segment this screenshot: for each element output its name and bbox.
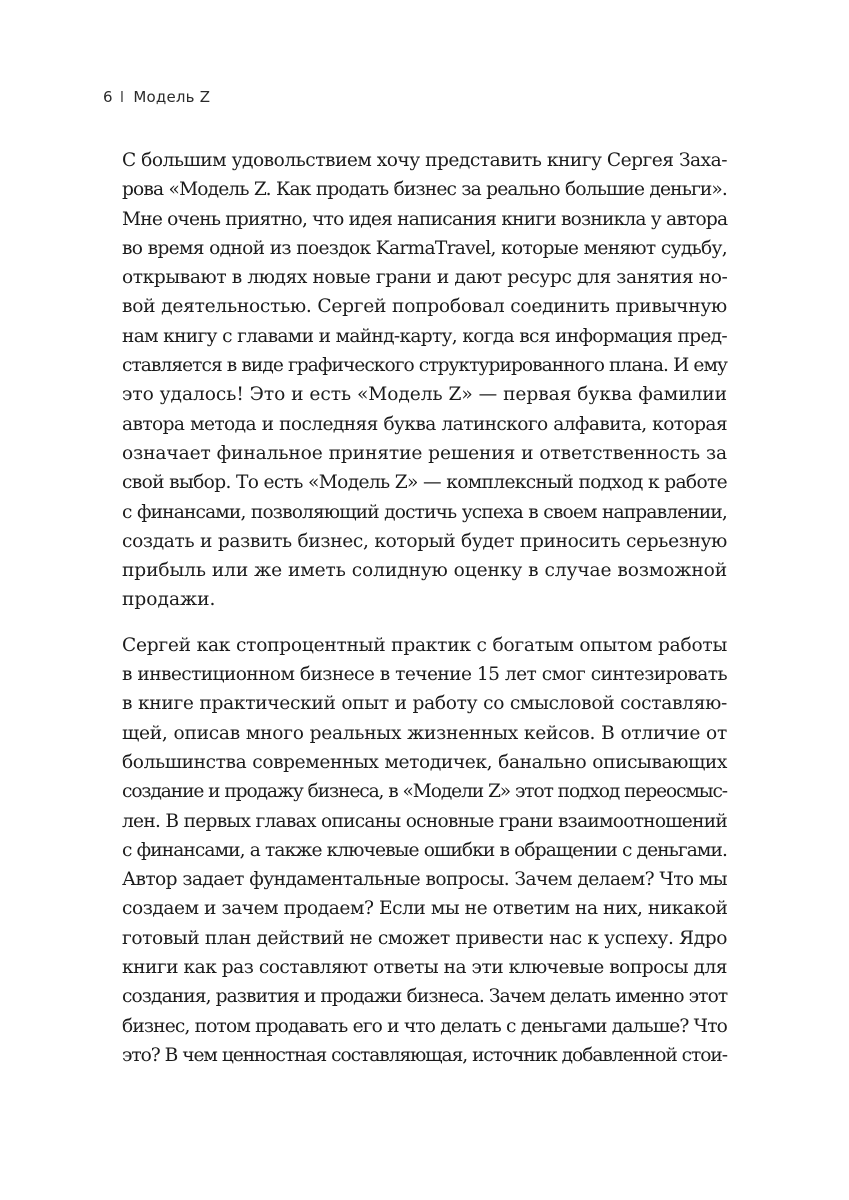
text-line: лен. В первых главах описаны основные грани взаимоотношений — [122, 810, 727, 832]
text-line: рова «Модель Z. Как продать бизнес за реально большие деньги». — [122, 179, 727, 201]
text-line: продажи. — [122, 589, 216, 611]
text-line: в инвестиционном бизнесе в течение 15 лет смог синтезировать — [122, 664, 727, 686]
text-line: нам книгу с главами и майнд-карту, когда вся информация пред- — [122, 325, 727, 347]
header-separator: I — [119, 88, 125, 106]
text-line: это удалось! Это и есть «Модель Z» — первая буква фамилии — [122, 384, 727, 406]
text-line: ставляется в виде графического структурированного плана. И ему — [122, 355, 727, 377]
text-line: создание и продажу бизнеса, в «Модели Z» этот подход переосмыс- — [122, 781, 727, 803]
paragraph-2 — [122, 631, 727, 1070]
text-line: Мне очень приятно, что идея написания книги возникла у автора — [122, 208, 728, 230]
text-line: создаем и зачем продаем? Если мы не ответим на них, никакой — [122, 898, 728, 920]
text-line: с финансами, а также ключевые ошибки в обращении с деньгами. — [122, 839, 727, 861]
text-line: во время одной из поездок KarmaTravel, которые меняют судьбу, — [122, 237, 727, 259]
text-line: это? В чем ценностная составляющая, источник добавленной стои- — [122, 1044, 727, 1066]
text-line: прибыль или же иметь солидную оценку в случае возможной — [122, 560, 727, 582]
text-line: открывают в людях новые грани и дают ресурс для занятия но- — [122, 267, 728, 289]
text-line: Сергей как стопроцентный практик с богатым опытом работы — [122, 634, 727, 656]
text-line: С большим удовольствием хочу представить книгу Сергея Заха- — [122, 150, 727, 171]
text-line: Автор задает фундаментальные вопросы. Зачем делаем? Что мы — [122, 869, 727, 891]
text-line: с финансами, позволяющий достичь успеха в своем направлении, — [122, 501, 727, 523]
text-line: создания, развития и продажи бизнеса. Зачем делать именно этот — [122, 986, 728, 1008]
text-line: готовый план действий не сможет привести нас к успеху. Ядро — [122, 927, 727, 949]
book-title: Модель Z — [133, 88, 211, 106]
text-line: вой деятельностью. Сергей попробовал соединить привычную — [122, 296, 727, 318]
text-line: большинства современных методичек, банально описывающих — [122, 751, 727, 773]
running-head — [103, 88, 210, 106]
page-number: 6 — [103, 88, 113, 106]
text-line: означает финальное принятие решения и ответственность за — [122, 442, 727, 464]
text-line: свой выбор. То есть «Модель Z» — комплексный подход к работе — [122, 472, 727, 494]
text-line: книги как раз составляют ответы на эти ключевые вопросы для — [122, 957, 727, 979]
paragraph-1 — [122, 146, 727, 615]
text-line: создать и развить бизнес, который будет приносить серьезную — [122, 530, 727, 552]
page-body — [122, 146, 727, 1070]
text-line: бизнес, потом продавать его и что делать с деньгами дальше? Что — [122, 1015, 727, 1037]
text-line: в книге практический опыт и работу со смысловой составляю- — [122, 693, 727, 715]
text-line: автора метода и последняя буква латинского алфавита, которая — [122, 413, 727, 435]
text-line: щей, описав много реальных жизненных кейсов. В отличие от — [122, 722, 727, 744]
